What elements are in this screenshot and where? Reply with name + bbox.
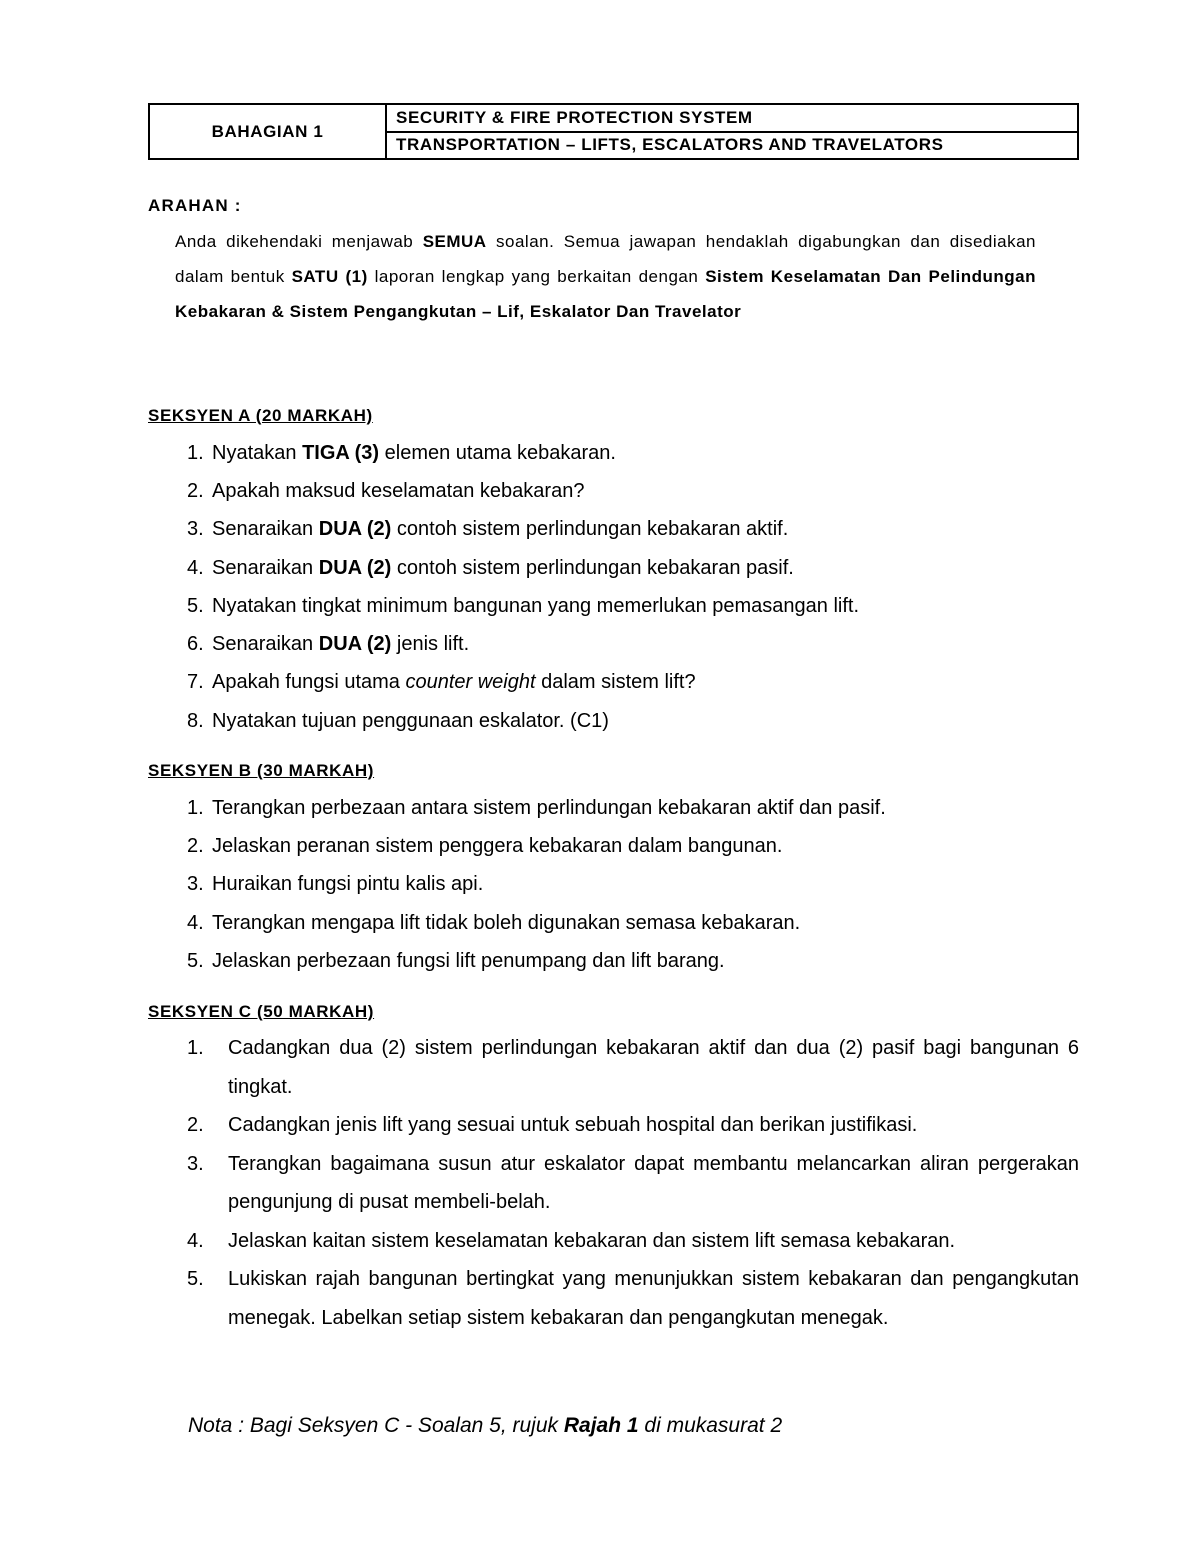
question-item bbox=[187, 625, 1079, 663]
question-item bbox=[187, 434, 1079, 472]
question-number: 7. bbox=[187, 671, 204, 694]
question-item bbox=[187, 827, 1079, 865]
question-item bbox=[187, 1222, 1079, 1261]
question-number: 4. bbox=[187, 911, 204, 934]
question-item bbox=[187, 904, 1079, 942]
question-number: 4. bbox=[187, 1229, 204, 1252]
question-text: Jelaskan kaitan sistem keselamatan kebakaran dan sistem lift semasa kebakaran. bbox=[228, 1229, 956, 1252]
instructions-emphasis: SEMUA bbox=[422, 232, 487, 251]
question-number: 3. bbox=[187, 873, 204, 896]
question-item bbox=[187, 1029, 1079, 1106]
topic-security: SECURITY & FIRE PROTECTION SYSTEM bbox=[396, 107, 753, 127]
question-number: 4. bbox=[187, 556, 204, 579]
question-item bbox=[187, 866, 1079, 904]
question-item bbox=[187, 587, 1079, 625]
question-text: Apakah fungsi utama counter weight dalam sistem lift? bbox=[212, 671, 696, 694]
question-number: 8. bbox=[187, 709, 204, 732]
question-item bbox=[187, 549, 1079, 587]
section-c-heading: SEKSYEN C (50 MARKAH) bbox=[148, 1002, 375, 1021]
instructions-topic: Sistem Keselamatan Dan Pelindungan Kebakaran & Sistem Pengangkutan – Lif, Eskalator Dan Travelator bbox=[175, 267, 1037, 321]
section-b-questions bbox=[187, 789, 1079, 980]
question-text: Cadangkan jenis lift yang sesuai untuk sebuah hospital dan berikan justifikasi. bbox=[228, 1114, 918, 1136]
question-number: 1. bbox=[187, 796, 204, 819]
question-number: 6. bbox=[187, 633, 204, 656]
note-figure-ref: Rajah 1 bbox=[563, 1414, 639, 1437]
question-item bbox=[187, 472, 1079, 510]
instructions-text: Anda dikehendaki menjawab bbox=[175, 232, 423, 251]
question-item bbox=[187, 1145, 1079, 1222]
header-table bbox=[148, 103, 1079, 160]
note-text: Nota : Bagi Seksyen C - Soalan 5, rujuk bbox=[188, 1414, 564, 1437]
question-text: Senaraikan DUA (2) contoh sistem perlindungan kebakaran pasif. bbox=[212, 556, 794, 579]
note bbox=[188, 1414, 782, 1438]
question-text: Lukiskan rajah bangunan bertingkat yang menunjukkan sistem kebakaran dan pengangkutan menegak. Labelkan setiap sistem kebakaran dan pengangkutan menegak. bbox=[228, 1268, 1079, 1329]
question-text: Terangkan mengapa lift tidak boleh digunakan semasa kebakaran. bbox=[212, 911, 801, 934]
section-c-questions bbox=[187, 1029, 1079, 1337]
question-number: 5. bbox=[187, 949, 204, 972]
instructions-title: ARAHAN : bbox=[148, 196, 242, 215]
question-text: Apakah maksud keselamatan kebakaran? bbox=[212, 479, 585, 502]
question-text: Cadangkan dua (2) sistem perlindungan kebakaran aktif dan dua (2) pasif bagi bangunan 6 tingkat. bbox=[228, 1037, 1079, 1098]
header-topics bbox=[387, 105, 1077, 158]
question-text: Senaraikan DUA (2) jenis lift. bbox=[212, 633, 470, 656]
question-text: Terangkan bagaimana susun atur eskalator dapat membantu melancarkan aliran pergerakan pengunjung di pusat membeli-belah. bbox=[228, 1152, 1079, 1213]
instructions-body bbox=[175, 224, 1036, 329]
question-item bbox=[187, 1260, 1079, 1337]
section-a-questions bbox=[187, 434, 1079, 740]
question-number: 1. bbox=[187, 441, 204, 464]
question-item bbox=[187, 789, 1079, 827]
question-text: Senaraikan DUA (2) contoh sistem perlindungan kebakaran aktif. bbox=[212, 518, 789, 541]
question-text: Huraikan fungsi pintu kalis api. bbox=[212, 873, 484, 896]
part-label: BAHAGIAN 1 bbox=[150, 105, 387, 158]
question-item bbox=[187, 942, 1079, 980]
question-text: Terangkan perbezaan antara sistem perlindungan kebakaran aktif dan pasif. bbox=[212, 796, 886, 819]
question-number: 5. bbox=[187, 594, 204, 617]
instructions-text: laporan lengkap yang berkaitan dengan bbox=[367, 267, 706, 286]
section-a-heading: SEKSYEN A (20 MARKAH) bbox=[148, 406, 373, 425]
question-item bbox=[187, 702, 1079, 740]
question-number: 5. bbox=[187, 1268, 204, 1290]
question-item bbox=[187, 1106, 1079, 1145]
instructions-emphasis: SATU (1) bbox=[291, 267, 368, 286]
question-text: Nyatakan tingkat minimum bangunan yang memerlukan pemasangan lift. bbox=[212, 594, 860, 617]
question-item bbox=[187, 664, 1079, 702]
question-number: 3. bbox=[187, 518, 204, 541]
question-number: 2. bbox=[187, 479, 204, 502]
question-number: 1. bbox=[187, 1037, 204, 1059]
section-b-heading: SEKSYEN B (30 MARKAH) bbox=[148, 761, 375, 780]
question-text: Nyatakan TIGA (3) elemen utama kebakaran. bbox=[212, 441, 616, 464]
question-text: Nyatakan tujuan penggunaan eskalator. (C1) bbox=[212, 709, 609, 732]
topic-transportation: TRANSPORTATION – LIFTS, ESCALATORS AND TRAVELATORS bbox=[387, 131, 1077, 159]
question-text: Jelaskan peranan sistem penggera kebakaran dalam bangunan. bbox=[212, 834, 783, 857]
question-item bbox=[187, 511, 1079, 549]
note-text: di mukasurat 2 bbox=[638, 1414, 783, 1437]
question-number: 2. bbox=[187, 834, 204, 857]
question-number: 2. bbox=[187, 1114, 204, 1136]
question-text: Jelaskan perbezaan fungsi lift penumpang dan lift barang. bbox=[212, 949, 725, 972]
instructions-text: soalan. Semua jawapan hendaklah digabungkan dan disediakan dalam bentuk bbox=[175, 232, 1036, 286]
question-number: 3. bbox=[187, 1152, 204, 1175]
